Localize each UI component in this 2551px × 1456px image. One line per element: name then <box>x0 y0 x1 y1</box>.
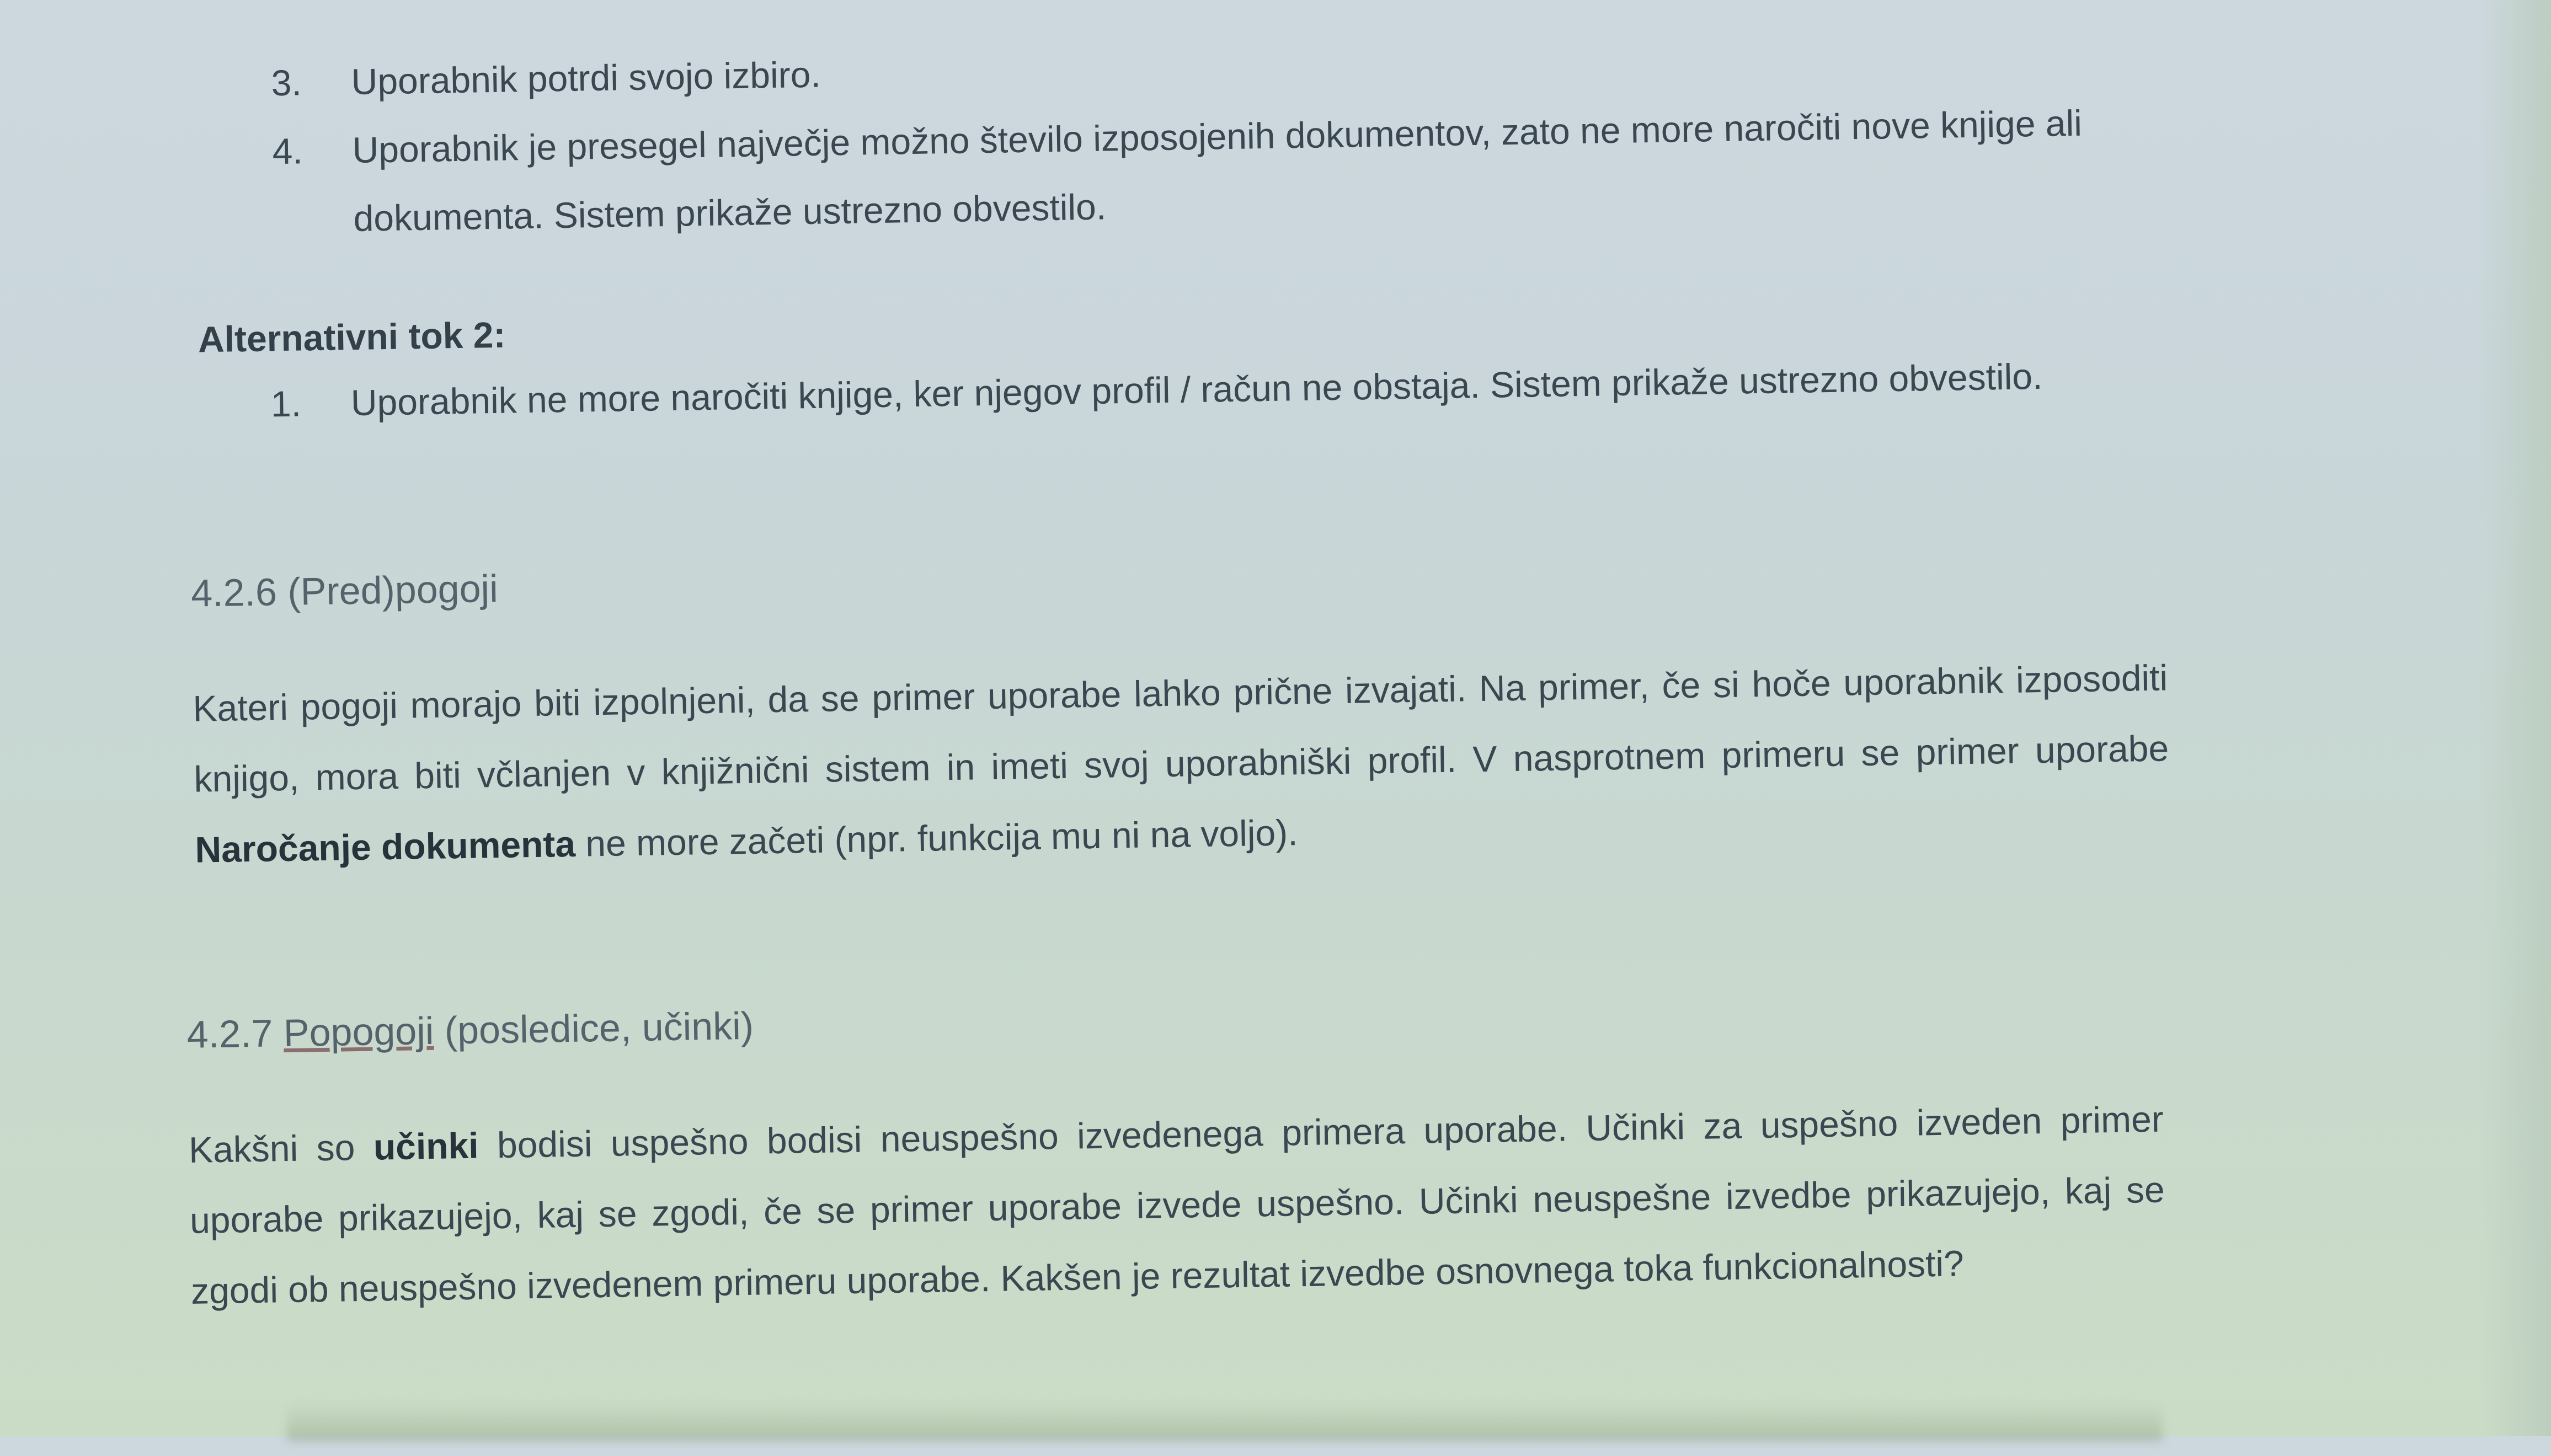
section-paragraph <box>188 1084 2166 1326</box>
paragraph-text: bodisi uspešno bodisi neuspešno izvedenega primera uporabe. Učinki za uspešno izveden primer uporabe prikazujejo, kaj se zgodi, če se primer uporabe izvede uspešno. Učinki neuspešne izvedbe prikazujejo, kaj se zgodi ob neuspešno izvedenem primeru uporabe. Kakšen je rezultat izvedbe osnovnega toka funkcionalnosti? <box>189 1098 2165 1312</box>
list-item-text: Uporabnik je presegel največje možno število izposojenih dokumentov, zato ne more naročiti nove knjige ali dokumenta. Sistem prikaže ustrezno obvestilo. <box>352 102 2083 239</box>
section-paragraph <box>193 642 2171 885</box>
page-edge-shadow <box>2479 0 2551 1436</box>
alt-flow-title: Alternativni tok 2: <box>198 314 506 360</box>
bold-term: Naročanje dokumenta <box>194 823 576 870</box>
section-postconditions <box>186 973 2166 1326</box>
list-item-text: Uporabnik potrdi svojo izbiro. <box>351 53 821 102</box>
section-heading <box>186 973 2162 1065</box>
list-item-number: 1. <box>270 383 302 425</box>
section-heading: 4.2.6 (Pred)pogoji <box>190 566 499 615</box>
paragraph-text: Kateri pogoji morajo biti izpolnjeni, da se primer uporabe lahko prične izvajati. Na primer, če si hoče uporabnik izposoditi knjigo, mora biti včlanjen v knjižnični sistem in imeti svoj uporabniški profil. V nasprotnem primeru se primer uporabe <box>192 657 2169 800</box>
list-item-number: 4. <box>272 130 303 172</box>
alternative-flow <box>198 278 2174 440</box>
bold-term: učinki <box>373 1125 479 1168</box>
paragraph-text: Kakšni so <box>188 1126 374 1170</box>
heading-rest: (posledice, učinki) <box>433 1004 754 1052</box>
section-preconditions <box>190 532 2170 885</box>
list-item-text: Uporabnik ne more naročiti knjige, ker njegov profil / račun ne obstaja. Sistem prikaže ustrezno obvestilo. <box>350 355 2043 424</box>
heading-underlined-word: Popogoji <box>283 1009 434 1055</box>
paragraph-text: ne more začeti (npr. funkcija mu ni na voljo). <box>575 812 1298 864</box>
numbered-list-top <box>271 18 2249 254</box>
heading-number: 4.2.7 <box>186 1011 284 1056</box>
list-item-number: 3. <box>271 62 302 104</box>
